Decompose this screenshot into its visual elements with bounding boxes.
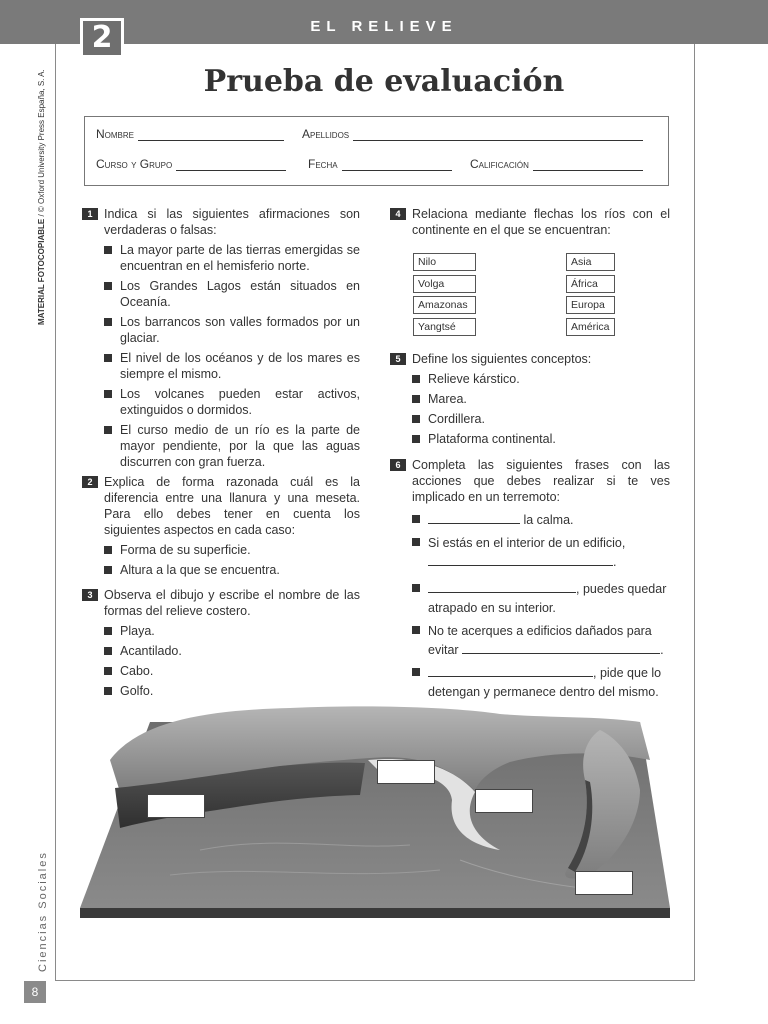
page-title: Prueba de evaluación <box>203 64 565 99</box>
continent-box[interactable]: Asia <box>566 253 615 271</box>
label-box-4[interactable] <box>575 871 633 895</box>
list-item: Relieve kárstico. <box>412 371 670 387</box>
sentence-text: , puedes quedar <box>576 582 667 596</box>
list-item: Cordillera. <box>412 411 670 427</box>
nombre-field[interactable] <box>96 127 284 141</box>
copyright-rest: / © Oxford University Press España, S. A. <box>37 69 46 219</box>
sentence-text: evitar <box>428 643 459 657</box>
sentence-text: atrapado en su interior. <box>428 601 556 615</box>
curso-grupo-label: Curso y Grupo <box>96 157 173 171</box>
list-item: Los Grandes Lagos están situados en Oceanía. <box>104 278 360 310</box>
sentence-text: . <box>613 555 617 569</box>
question-3 <box>82 587 360 699</box>
sentence-text: No te acerques a edificios dañados para <box>428 624 652 638</box>
continent-box[interactable]: América <box>566 318 615 336</box>
answer-blank[interactable] <box>428 554 613 566</box>
question-stem: Indica si las siguientes afirmaciones son verdaderas o falsas: <box>104 207 360 237</box>
calificacion-label: Calificación <box>470 157 529 171</box>
sentence-text: Si estás en el interior de un edificio, <box>428 536 626 550</box>
fecha-label: Fecha <box>308 157 338 171</box>
calificacion-field[interactable] <box>470 157 643 171</box>
question-5 <box>390 351 670 447</box>
sentence-text: detengan y permanece dentro del mismo. <box>428 685 659 699</box>
list-item: El nivel de los océanos y de los mares es siempre el mismo. <box>104 350 360 382</box>
question-number: 1 <box>82 208 98 220</box>
question-stem: Completa las siguientes frases con las acciones que debes realizar si te ves implicado en un terremoto: <box>412 458 670 504</box>
list-item: Los barrancos son valles formados por un glaciar. <box>104 314 360 346</box>
coastal-relief-illustration <box>80 700 670 925</box>
question-number: 4 <box>390 208 406 220</box>
list-item: Forma de su superficie. <box>104 542 360 558</box>
copyright-note <box>37 69 46 325</box>
apellidos-field[interactable] <box>302 127 643 141</box>
answer-blank[interactable] <box>428 581 576 593</box>
answer-blank[interactable] <box>428 512 520 524</box>
sentence-3 <box>412 580 670 618</box>
sentence-1 <box>412 511 670 530</box>
answer-blank[interactable] <box>462 642 660 654</box>
question-6 <box>390 457 670 702</box>
continent-box[interactable]: África <box>566 275 615 293</box>
unit-title: EL RELIEVE <box>310 18 458 35</box>
unit-number-badge: 2 <box>80 18 124 58</box>
sentence-text: . <box>660 643 664 657</box>
list-item: Golfo. <box>104 683 360 699</box>
river-box[interactable]: Amazonas <box>413 296 476 314</box>
question-number: 5 <box>390 353 406 365</box>
question-number: 6 <box>390 459 406 471</box>
list-item: La mayor parte de las tierras emergidas se encuentran en el hemisferio norte. <box>104 242 360 274</box>
question-stem: Relaciona mediante flechas los ríos con el continente en el que se encuentran: <box>412 207 670 237</box>
apellidos-label: Apellidos <box>302 127 350 141</box>
sentence-text: , pide que lo <box>593 666 662 680</box>
subject-label: Ciencias Sociales <box>37 851 49 972</box>
curso-grupo-field[interactable] <box>96 157 286 171</box>
question-stem: Observa el dibujo y escribe el nombre de las formas del relieve costero. <box>104 588 360 618</box>
question-stem: Explica de forma razonada cuál es la diferencia entre una llanura y una meseta. Para ello debes tener en cuenta los siguientes aspectos en cada caso: <box>104 475 360 537</box>
student-info-box <box>84 116 669 186</box>
river-box[interactable]: Nilo <box>413 253 476 271</box>
continent-box[interactable]: Europa <box>566 296 615 314</box>
answer-blank[interactable] <box>428 665 593 677</box>
question-stem: Define los siguientes conceptos: <box>412 352 592 366</box>
list-item: Plataforma continental. <box>412 431 670 447</box>
list-item: El curso medio de un río es la parte de mayor pendiente, por la que las aguas discurren con gran fuerza. <box>104 422 360 470</box>
list-item: Acantilado. <box>104 643 360 659</box>
copyright-bold: MATERIAL FOTOCOPIABLE <box>37 218 46 325</box>
list-item: Playa. <box>104 623 360 639</box>
sentence-2 <box>412 534 670 572</box>
question-4 <box>390 206 670 238</box>
page-number: 8 <box>24 981 46 1003</box>
question-2 <box>82 474 360 578</box>
label-box-2[interactable] <box>377 760 435 784</box>
list-item: Los volcanes pueden estar activos, extinguidos o dormidos. <box>104 386 360 418</box>
question-number: 2 <box>82 476 98 488</box>
river-box[interactable]: Yangtsé <box>413 318 476 336</box>
label-box-3[interactable] <box>475 789 533 813</box>
sentence-5 <box>412 664 670 702</box>
list-item: Cabo. <box>104 663 360 679</box>
sentence-4 <box>412 622 670 660</box>
river-box[interactable]: Volga <box>413 275 476 293</box>
question-1 <box>82 206 360 470</box>
nombre-label: Nombre <box>96 127 135 141</box>
fecha-field[interactable] <box>308 157 452 171</box>
list-item: Marea. <box>412 391 670 407</box>
label-box-1[interactable] <box>147 794 205 818</box>
question-number: 3 <box>82 589 98 601</box>
sentence-text: la calma. <box>520 513 574 527</box>
list-item: Altura a la que se encuentra. <box>104 562 360 578</box>
side-margin <box>1 0 55 1024</box>
